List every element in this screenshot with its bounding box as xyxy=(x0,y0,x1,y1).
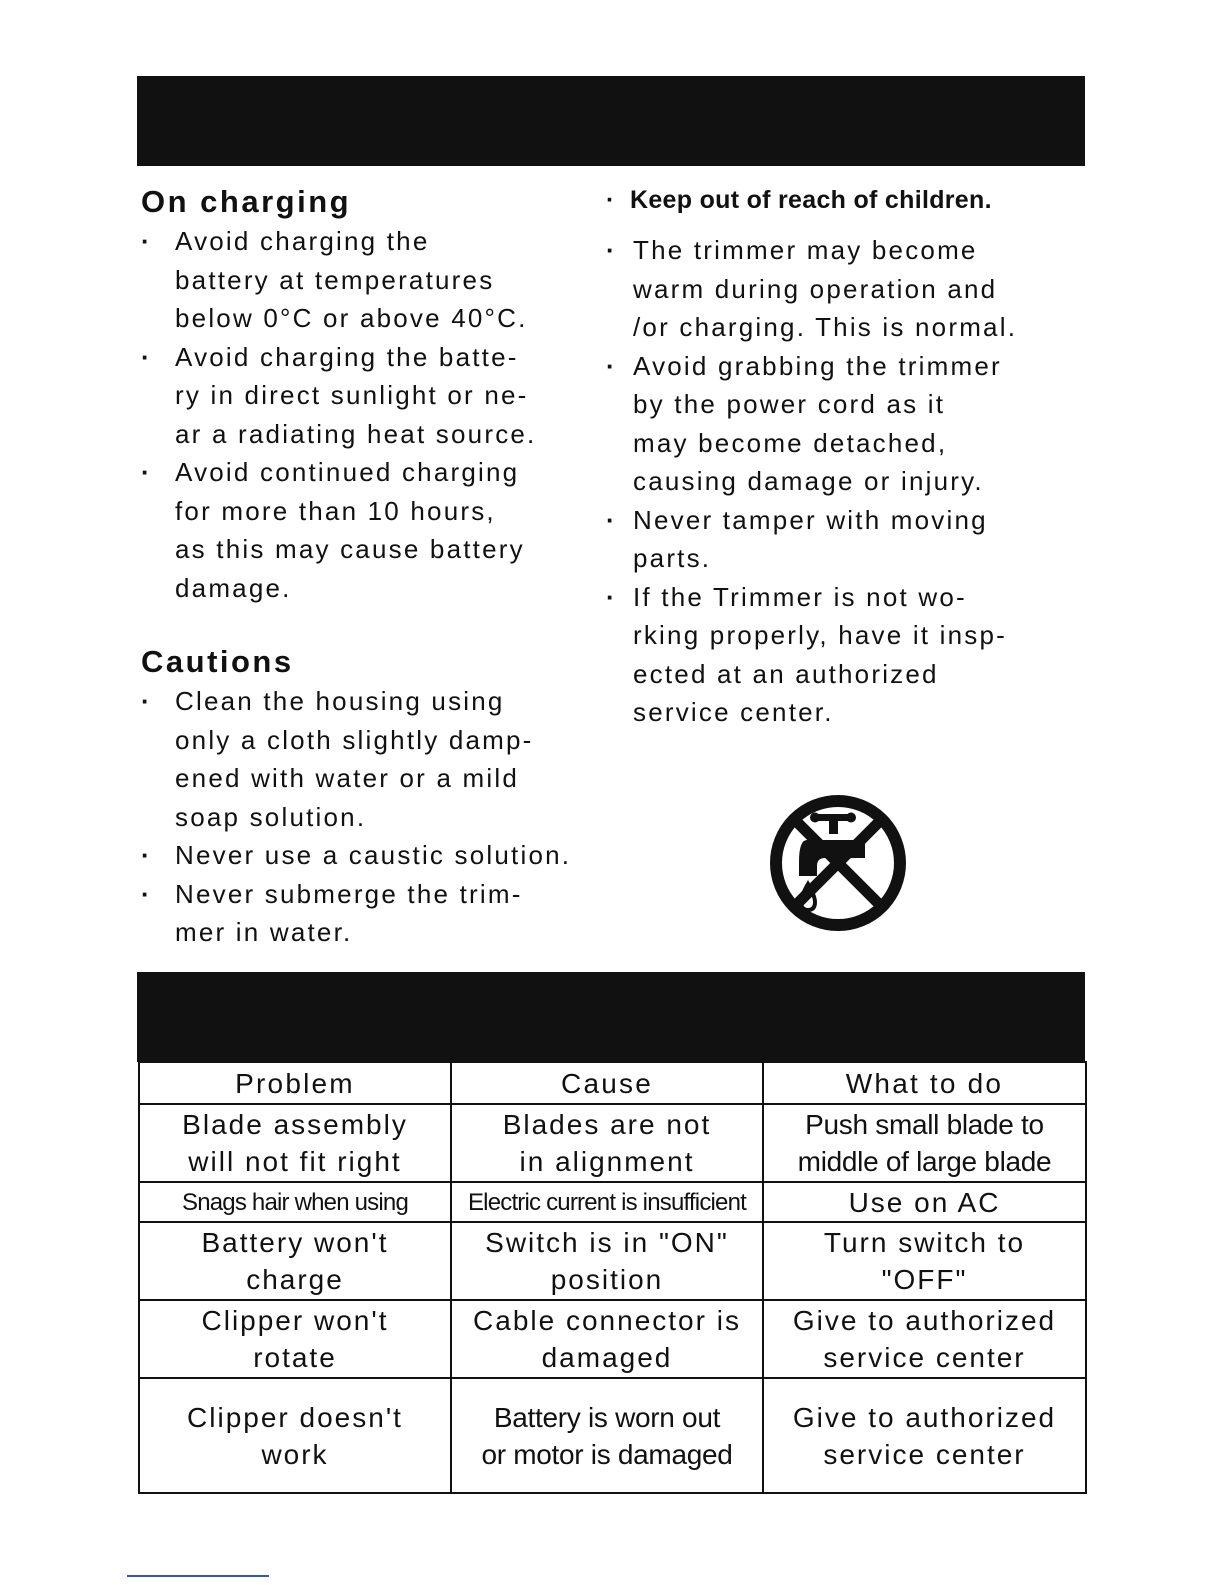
table-row xyxy=(139,1300,1086,1378)
problem-cell: Blade assembly will not fit right xyxy=(139,1104,451,1182)
footer-underline xyxy=(127,1575,269,1577)
header-problem: Problem xyxy=(139,1062,451,1104)
list-item: · Clean the housing using only a cloth slightly damp- ened with water or a mild soap solution. xyxy=(141,682,611,836)
right-column xyxy=(606,182,1086,732)
list-item: · Never use a caustic solution. xyxy=(141,836,611,875)
list-item: · Avoid continued charging for more than 10 hours, as this may cause battery damage. xyxy=(141,453,611,607)
table-row xyxy=(139,1378,1086,1493)
remedy-cell: Give to authorized service center xyxy=(763,1378,1086,1493)
on-charging-list xyxy=(141,222,611,607)
table-row xyxy=(139,1104,1086,1182)
cause-cell: Battery is worn out or motor is damaged xyxy=(451,1378,763,1493)
list-item: · Never tamper with moving parts. xyxy=(606,501,1086,578)
no-water-icon xyxy=(767,792,909,934)
troubleshooting-table xyxy=(138,1061,1087,1494)
table-row xyxy=(139,1182,1086,1222)
problem-cell: Clipper won't rotate xyxy=(139,1300,451,1378)
problem-cell: Clipper doesn't work xyxy=(139,1378,451,1493)
cause-cell: Cable connector is damaged xyxy=(451,1300,763,1378)
list-item: · Never submerge the trim- mer in water. xyxy=(141,875,611,952)
cause-cell: Blades are not in alignment xyxy=(451,1104,763,1182)
header-cause: Cause xyxy=(451,1062,763,1104)
remedy-cell: Give to authorized service center xyxy=(763,1300,1086,1378)
problem-cell: Battery won't charge xyxy=(139,1222,451,1300)
warnings-list xyxy=(606,231,1086,732)
cause-cell: Switch is in "ON" position xyxy=(451,1222,763,1300)
list-item: · The trimmer may become warm during operation and /or charging. This is normal. xyxy=(606,231,1086,347)
header-band-bottom xyxy=(137,972,1085,1062)
list-item: · Avoid grabbing the trimmer by the power cord as it may become detached, causing damage or injury. xyxy=(606,347,1086,501)
table-row xyxy=(139,1222,1086,1300)
cautions-heading: Cautions xyxy=(141,644,294,679)
header-what-to-do: What to do xyxy=(763,1062,1086,1104)
cause-cell: Electric current is insufficient xyxy=(451,1182,763,1222)
list-item: · Avoid charging the battery at temperatures below 0°C or above 40°C. xyxy=(141,222,611,338)
on-charging-heading: On charging xyxy=(141,184,352,219)
problem-cell: Snags hair when using xyxy=(139,1182,451,1222)
remedy-cell: Push small blade to middle of large blade xyxy=(763,1104,1086,1182)
list-item: · Avoid charging the batte- ry in direct sunlight or ne- ar a radiating heat source. xyxy=(141,338,611,454)
remedy-cell: Turn switch to "OFF" xyxy=(763,1222,1086,1300)
header-band-top xyxy=(137,76,1085,166)
cautions-list xyxy=(141,682,611,952)
keep-out-warning: · Keep out of reach of children. xyxy=(606,182,1086,218)
remedy-cell: Use on AC xyxy=(763,1182,1086,1222)
list-item: · If the Trimmer is not wo- rking properly, have it insp- ected at an authorized service center. xyxy=(606,578,1086,732)
table-header-row xyxy=(139,1062,1086,1104)
left-column xyxy=(141,182,611,952)
